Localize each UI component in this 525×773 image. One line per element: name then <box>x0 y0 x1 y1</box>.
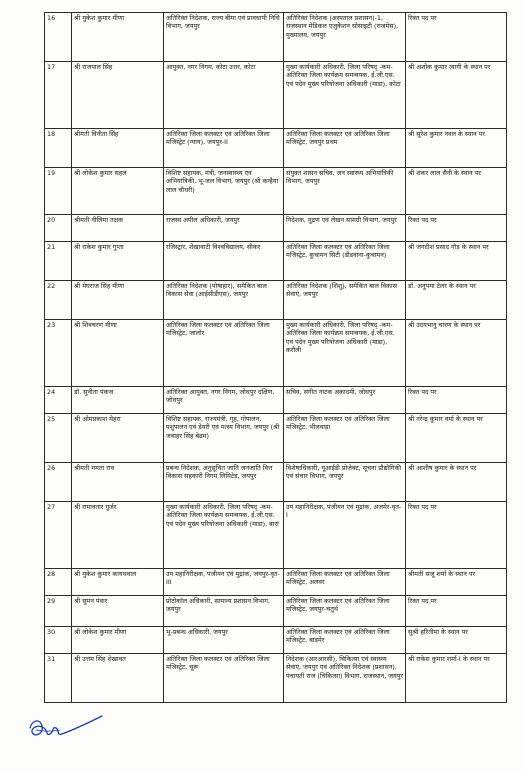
vacancy-remark-cell: श्री जगदीश प्रसाद गौड़ के स्थान पर <box>406 242 507 281</box>
vacancy-remark-cell: श्रीमती संजू शर्मा के स्थान पर <box>406 569 507 596</box>
table-row <box>45 627 507 654</box>
serial-number-cell: 17 <box>45 62 72 129</box>
vacancy-remark-cell: रिक्त पद पर <box>406 215 507 242</box>
serial-number-cell: 31 <box>45 654 72 703</box>
new-posting-cell: उप महानिरीक्षक, पंजीयन एवं मुद्रांक, अजमेर-वृत-I <box>284 502 406 569</box>
table-row <box>45 387 507 414</box>
current-posting-cell: उप महानिरीक्षक, पंजीयन एवं मुद्रांक, जयपुर-वृत-III <box>164 569 284 596</box>
vacancy-remark-cell: श्री उदयभानु चारण के स्थान पर <box>406 320 507 387</box>
serial-number-cell: 19 <box>45 168 72 215</box>
table-row <box>45 463 507 502</box>
officer-name-cell: श्री राजपाल सिंह <box>72 62 164 129</box>
vacancy-remark-cell: रिक्त पद पर <box>406 387 507 414</box>
new-posting-cell: अतिरिक्त जिला कलक्टर एवं अतिरिक्त जिला मजिस्ट्रेट, भीलवाड़ा <box>284 414 406 463</box>
serial-number-cell: 22 <box>45 281 72 320</box>
new-posting-cell: अतिरिक्त जिला कलक्टर एवं अतिरिक्त जिला मजिस्ट्रेट, अलवर <box>284 569 406 596</box>
new-posting-cell: मुख्य कार्यकारी अधिकारी, जिला परिषद् -कम- अतिरिक्त जिला कार्यक्रम समन्वयक, ई.जी.एस. एवं पदेन मुख्य परियोजना अधिकारी (माडा), कोटा <box>284 62 406 129</box>
vacancy-remark-cell: श्री नरेन्द्र कुमार वर्मा के स्थान पर <box>406 414 507 463</box>
new-posting-cell: निदेशक (आरआरसी), चिकित्सा एवं स्वास्थ्य सेवाएं, जयपुर एवं अतिरिक्त निदेशक (प्रशासन), पंचायती राज (चिकित्सा) विभाग, राजस्थान, जयपुर <box>284 654 406 703</box>
officer-name-cell: श्री ओमप्रकाश मेहरा <box>72 414 164 463</box>
officer-name-cell: श्री उत्तम सिंह शेखावत <box>72 654 164 703</box>
serial-number-cell: 20 <box>45 215 72 242</box>
officer-name-cell: श्रीमती विनीता सिंह <box>72 129 164 168</box>
vacancy-remark-cell: श्री आशीष कुमार के स्थान पर <box>406 463 507 502</box>
vacancy-remark-cell: डॉ. अनुपमा टेलर के स्थान पर <box>406 281 507 320</box>
current-posting-cell: अतिरिक्त जिला कलक्टर एवं अतिरिक्त जिला मजिस्ट्रेट, जालोर <box>164 320 284 387</box>
new-posting-cell: अतिरिक्त निदेशक (शिशु), समेकित बाल विकास सेवाएं, जयपुर <box>284 281 406 320</box>
table-row <box>45 129 507 168</box>
serial-number-cell: 18 <box>45 129 72 168</box>
table-row <box>45 62 507 129</box>
serial-number-cell: 25 <box>45 414 72 463</box>
table-row <box>45 281 507 320</box>
vacancy-remark-cell: रिक्त पद पर <box>406 502 507 569</box>
serial-number-cell: 28 <box>45 569 72 596</box>
serial-number-cell: 23 <box>45 320 72 387</box>
new-posting-cell: अतिरिक्त जिला कलक्टर एवं अतिरिक्त जिला मजिस्ट्रेट, जयपुर-चतुर्थ <box>284 596 406 627</box>
serial-number-cell: 30 <box>45 627 72 654</box>
officer-name-cell: श्री शिवचरण मीणा <box>72 320 164 387</box>
table-row <box>45 569 507 596</box>
serial-number-cell: 16 <box>45 13 72 62</box>
current-posting-cell: अतिरिक्त जिला कलक्टर एवं अतिरिक्त जिला मजिस्ट्रेट (न्याय), जयपुर-II <box>164 129 284 168</box>
officer-name-cell: श्री मेघराज सिंह मीणा <box>72 281 164 320</box>
serial-number-cell: 24 <box>45 387 72 414</box>
current-posting-cell: विशिष्ट सहायक, राज्यमंत्री, गृह, गोपालन, पशुपालन एवं डेयरी एवं मत्स्य विभाग, जयपुर (श्री जवाहर सिंह बेढम) <box>164 414 284 463</box>
current-posting-cell: अतिरिक्त निदेशक (पोषाहार), समेकित बाल विकास सेवा (आईसीडीएस), जयपुर <box>164 281 284 320</box>
vacancy-remark-cell: रिक्त पद पर <box>406 596 507 627</box>
vacancy-remark-cell: सुश्री हरितीमा के स्थान पर <box>406 627 507 654</box>
current-posting-cell: राजस्व अपील अधिकारी, जयपुर <box>164 215 284 242</box>
table-row <box>45 414 507 463</box>
serial-number-cell: 21 <box>45 242 72 281</box>
table-row <box>45 242 507 281</box>
officer-name-cell: श्री लोकेश कुमार मीणा <box>72 627 164 654</box>
vacancy-remark-cell: श्री राकेश कुमार शर्मा-I के स्थान पर <box>406 654 507 703</box>
new-posting-cell: अतिरिक्त जिला कलक्टर एवं अतिरिक्त जिला मजिस्ट्रेट, बाड़मेर <box>284 627 406 654</box>
signature-mark <box>26 706 106 746</box>
table-row <box>45 215 507 242</box>
officer-name-cell: श्री सुमन पंवार <box>72 596 164 627</box>
officer-name-cell: डॉ. सुनीता पंकज <box>72 387 164 414</box>
current-posting-cell: प्रबन्ध निदेशक, अनुसूचित जाति जनजाति वित्त विकास सहकारी निगम लिमिटेड, जयपुर <box>164 463 284 502</box>
vacancy-remark-cell: श्री सुरेश कुमार नवल के स्थान पर <box>406 129 507 168</box>
current-posting-cell: भू-प्रबन्ध अधिकारी, जयपुर <box>164 627 284 654</box>
new-posting-cell: निदेशक, मुद्रण एवं लेखन सामग्री विभाग, जयपुर <box>284 215 406 242</box>
table-body <box>45 13 507 703</box>
table-row <box>45 168 507 215</box>
new-posting-cell: सचिव, संगीत नाटक अकादमी, जोधपुर <box>284 387 406 414</box>
new-posting-cell: अतिरिक्त जिला कलक्टर एवं अतिरिक्त जिला मजिस्ट्रेट, कुचामन सिटी (डीडवाना-कुचामन) <box>284 242 406 281</box>
new-posting-cell: विशेषाधिकारी, यूआईडी प्रोजेक्ट, सूचना प्रौद्योगिकी एवं संचार विभाग, जयपुर <box>284 463 406 502</box>
vacancy-remark-cell: रिक्त पद पर <box>406 13 507 62</box>
officer-name-cell: श्री लोकेश कुमार सहल <box>72 168 164 215</box>
table-row <box>45 13 507 62</box>
serial-number-cell: 26 <box>45 463 72 502</box>
officer-name-cell: श्रीमती नीलिमा तक्षक <box>72 215 164 242</box>
officer-name-cell: श्री रामावतार गुर्जर <box>72 502 164 569</box>
serial-number-cell: 29 <box>45 596 72 627</box>
new-posting-cell: अतिरिक्त निदेशक (अस्पताल प्रशासन)-1, राजस्थान मेडिकल एजुकेशन सोसाइटी (राजमेस), मुख्यालय, जयपुर <box>284 13 406 62</box>
transfer-order-table <box>44 12 507 703</box>
current-posting-cell: मुख्य कार्यकारी अधिकारी, जिला परिषद् -कम- अतिरिक्त जिला कार्यक्रम समन्वयक, ई.जी.एस. एवं पदेन मुख्य परियोजना अधिकारी (माडा), बारां <box>164 502 284 569</box>
new-posting-cell: अतिरिक्त जिला कलक्टर एवं अतिरिक्त जिला मजिस्ट्रेट, जयपुर प्रथम <box>284 129 406 168</box>
officer-name-cell: श्रीमती ममता राव <box>72 463 164 502</box>
current-posting-cell: अतिरिक्त आयुक्त, नगर निगम, जोधपुर दक्षिण, जोधपुर <box>164 387 284 414</box>
table-row <box>45 502 507 569</box>
table-row <box>45 320 507 387</box>
new-posting-cell: संयुक्त शासन सचिव, जन स्वास्थ्य अभियांत्रिकी विभाग, जयपुर <box>284 168 406 215</box>
current-posting-cell: अतिरिक्त निदेशक, राज्य बीमा एवं प्रावधायी निधि विभाग, जयपुर <box>164 13 284 62</box>
current-posting-cell: आयुक्त, नगर निगम, कोटा उत्तर, कोटा <box>164 62 284 129</box>
vacancy-remark-cell: श्री शंकर लाल सैनी के स्थान पर <box>406 168 507 215</box>
serial-number-cell: 27 <box>45 502 72 569</box>
table-row <box>45 654 507 703</box>
table-row <box>45 596 507 627</box>
new-posting-cell: मुख्य कार्यकारी अधिकारी, जिला परिषद् -कम- अतिरिक्त जिला कार्यक्रम समन्वयक, ई.जी.एस. एवं पदेन मुख्य परियोजना अधिकारी (माडा), करौली <box>284 320 406 387</box>
current-posting-cell: विशिष्ट सहायक, मंत्री, जनस्वास्थ्य एवं अभियांत्रिकी, भू-जल विभाग, जयपुर (श्री कन्हैया लाल चौधरी) <box>164 168 284 215</box>
officer-name-cell: श्री मुकेश कुमार मीणा <box>72 13 164 62</box>
current-posting-cell: रजिस्ट्रार, शेखावाटी विश्वविद्यालय, सीकर <box>164 242 284 281</box>
vacancy-remark-cell: श्री अशोक कुमार त्यागी के स्थान पर <box>406 62 507 129</box>
current-posting-cell: प्रोटोकॉल अधिकारी, सामान्य प्रशासन विभाग, जयपुर <box>164 596 284 627</box>
officer-name-cell: श्री राकेश कुमार गुप्ता <box>72 242 164 281</box>
officer-name-cell: श्री मुकेश कुमार कायथवाल <box>72 569 164 596</box>
current-posting-cell: अतिरिक्त जिला कलक्टर एवं अतिरिक्त जिला मजिस्ट्रेट, चूरू <box>164 654 284 703</box>
